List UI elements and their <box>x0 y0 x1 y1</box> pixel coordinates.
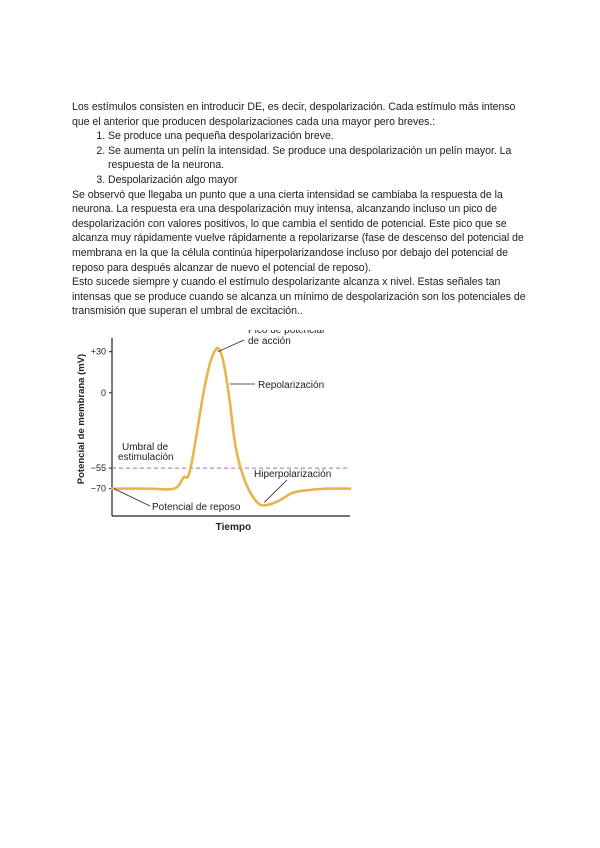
annotation-resting-leader <box>114 489 150 506</box>
list-item: 2. Se aumenta un pelín la intensidad. Se produce una despolarización un pelín mayor. La respuesta de la neurona. <box>108 144 534 173</box>
y-axis-title: Potencial de membrana (mV) <box>76 353 87 485</box>
body-paragraph: Esto sucede siempre y cuando el estímulo despolarizante alcanza x nivel. Estas señales tan intensas que se produce cuando se alcanza un mínimo de despolarización son los potenciales de transmisión que superan el umbral de excitación.. <box>72 276 526 318</box>
y-tick-label: +30 <box>90 346 106 357</box>
chart-svg <box>72 330 362 535</box>
x-axis-title: Tiempo <box>215 522 252 533</box>
y-tick-label: −55 <box>90 463 106 474</box>
y-tick-label: 0 <box>100 387 106 398</box>
annotation-peak: Pico de potencial de acción <box>248 330 325 347</box>
intro-paragraph: Los estímulos consisten en introducir DE, es decir, despolarización. Cada estímulo más intenso que el anterior que producen despolarizaciones cada una mayor pero breves.: <box>72 101 516 128</box>
annotation-peak-leader <box>218 340 244 352</box>
list-item: 3. Despolarización algo mayor <box>108 173 534 188</box>
annotation-hyperpolarization: Hiperpolarización <box>254 469 332 480</box>
body-paragraph: Se observó que llegaba un punto que a una cierta intensidad se cambiaba la respuesta de la neurona. La respuesta era una despolarización muy intensa, alcanzando incluso un pico de despolarización con valores positivos, lo que cambia el sentido de potencial. Este pico que se alcanza muy rápidamente vuelve rápidamente a repolarizarse (fase de descenso del potencial de membrana en la que la célula continúa hiperpolarizandose incluso por debajo del potencial de reposo para después alcanzar de nuevo el potencial de reposo). <box>72 188 524 274</box>
numbered-list <box>72 129 534 187</box>
text-block <box>72 100 534 319</box>
y-tick-label: −70 <box>90 483 106 494</box>
action-potential-line <box>112 348 350 505</box>
action-potential-chart <box>72 330 362 535</box>
annotation-repolarization: Repolarización <box>258 380 325 391</box>
annotation-resting: Potencial de reposo <box>152 502 241 513</box>
annotation-threshold: Umbral de estimulación <box>118 442 174 463</box>
list-item: 1. Se produce una pequeña despolarización breve. <box>108 129 534 144</box>
